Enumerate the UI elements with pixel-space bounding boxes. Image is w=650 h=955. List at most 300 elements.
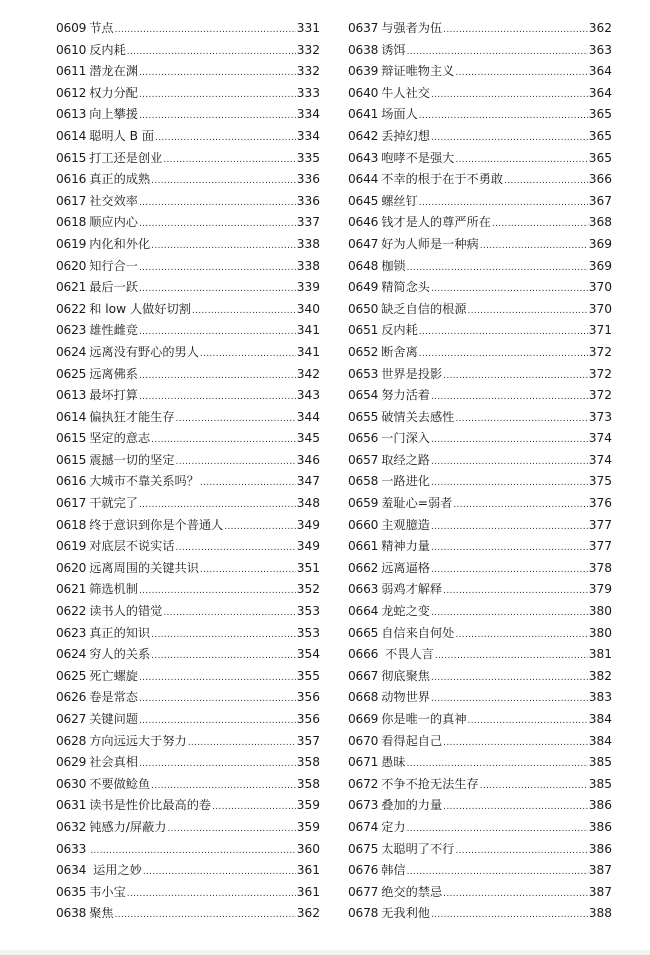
toc-entry-number: 0634: [56, 863, 87, 878]
toc-entry-title: 读书是性价比最高的卷: [89, 798, 212, 813]
toc-entry-page: 361: [296, 863, 320, 878]
toc-entry: [348, 407, 612, 429]
toc-dot-leader: [200, 471, 296, 495]
toc-entry-number: 0615: [56, 431, 87, 446]
toc-entry: [348, 385, 612, 407]
toc-entry: [56, 234, 320, 256]
toc-entry: [56, 169, 320, 191]
toc-entry-title: 彻底聚焦: [381, 668, 430, 683]
toc-entry-page: 338: [296, 236, 320, 251]
toc-dot-leader: [192, 299, 296, 323]
toc-entry: [56, 601, 320, 623]
toc-entry-page: 356: [296, 690, 320, 705]
toc-entry-page: 377: [588, 517, 612, 532]
toc-entry-title: 破情关去感性: [381, 409, 455, 424]
toc-entry-title: 取经之路: [381, 452, 430, 467]
toc-entry-title: 远离逼格: [381, 560, 430, 575]
toc-entry-number: 0644: [348, 172, 379, 187]
toc-dot-leader: [455, 407, 587, 431]
toc-entry-number: 0664: [348, 604, 379, 619]
toc-entry-title: 精简念头: [381, 280, 430, 295]
toc-entry-number: 0622: [56, 301, 87, 316]
toc-entry: [348, 212, 612, 234]
toc-entry-number: 0677: [348, 884, 379, 899]
toc-entry: [56, 774, 320, 796]
toc-entry: [348, 40, 612, 62]
toc-entry-number: 0676: [348, 863, 379, 878]
toc-entry: [348, 860, 612, 882]
toc-dot-leader: [431, 450, 588, 474]
toc-dot-leader: [435, 644, 588, 668]
toc-entry-page: 387: [588, 884, 612, 899]
toc-entry-title: 对底层不说实话: [89, 539, 175, 554]
toc-dot-leader: [443, 579, 588, 603]
toc-dot-leader: [455, 623, 587, 647]
toc-entry: [348, 191, 612, 213]
toc-entry-number: 0631: [56, 798, 87, 813]
toc-dot-leader: [139, 493, 296, 517]
toc-entry-page: 385: [588, 755, 612, 770]
toc-entry-number: 0616: [56, 172, 87, 187]
toc-entry-page: 376: [588, 496, 612, 511]
toc-dot-leader: [115, 18, 296, 42]
toc-entry-number: 0616: [56, 474, 87, 489]
toc-entry: [56, 104, 320, 126]
toc-dot-leader: [431, 428, 588, 452]
toc-dot-leader: [419, 191, 588, 215]
toc-entry-page: 356: [296, 712, 320, 726]
toc-entry-title: 权力分配: [89, 85, 138, 100]
toc-entry: [348, 277, 612, 299]
toc-entry: [56, 18, 320, 40]
toc-entry: [348, 299, 612, 321]
toc-entry-number: 0638: [348, 42, 379, 57]
toc-dot-leader: [127, 40, 296, 64]
toc-entry: [348, 126, 612, 148]
toc-entry-title: 知行合一: [89, 258, 138, 273]
toc-entry-page: 359: [296, 819, 320, 834]
toc-entry-title: 韦小宝: [89, 884, 126, 899]
toc-entry-page: 347: [296, 474, 320, 489]
toc-entry-number: 0621: [56, 582, 87, 597]
toc-entry-title: 丢掉幻想: [381, 128, 430, 143]
toc-entry-title: 反内耗: [381, 323, 418, 338]
toc-entry-number: 0670: [348, 733, 379, 748]
toc-dot-leader: [139, 212, 296, 236]
toc-dot-leader: [443, 18, 588, 42]
toc-entry-number: 0628: [56, 733, 87, 748]
toc-entry-title: 不要做鲶鱼: [89, 776, 151, 791]
toc-entry-number: 0614: [56, 128, 87, 143]
toc-dot-leader: [176, 450, 296, 474]
toc-dot-leader: [139, 61, 296, 85]
toc-entry-number: 0625: [56, 366, 87, 381]
toc-dot-leader: [155, 126, 296, 150]
toc-entry: [56, 536, 320, 558]
toc-entry-number: 0653: [348, 366, 379, 381]
toc-entry: [56, 687, 320, 709]
page-footer-band: [0, 950, 650, 955]
toc-entry: [348, 644, 612, 666]
toc-entry-number: 0640: [348, 85, 379, 100]
toc-entry-number: 0645: [348, 193, 379, 208]
toc-entry-number: 0613: [56, 107, 87, 122]
toc-entry: [348, 342, 612, 364]
toc-entry-page: 371: [588, 323, 612, 338]
toc-entry: [56, 320, 320, 342]
toc-entry-number: 0660: [348, 517, 379, 532]
toc-entry-number: 0624: [56, 647, 87, 662]
toc-entry-number: 0652: [348, 344, 379, 359]
toc-dot-leader: [443, 882, 588, 906]
toc-dot-leader: [163, 601, 295, 625]
toc-entry-number: 0635: [56, 884, 87, 899]
toc-dot-leader: [151, 234, 296, 258]
toc-entry-page: 364: [588, 64, 612, 79]
toc-entry-title: 辩证唯物主义: [381, 64, 455, 79]
toc-dot-leader: [431, 277, 588, 301]
toc-entry-number: 0615: [56, 452, 87, 467]
toc-entry-number: 0610: [56, 42, 87, 57]
toc-entry-title: 愚昧: [381, 755, 406, 770]
toc-dot-leader: [115, 903, 296, 927]
toc-dot-leader: [127, 882, 296, 906]
toc-dot-leader: [407, 256, 588, 280]
toc-entry: [348, 731, 612, 753]
toc-entry-title: 场面人: [381, 107, 418, 122]
toc-entry: [56, 752, 320, 774]
toc-entry-page: 337: [296, 215, 320, 230]
toc-entry-page: 386: [588, 819, 612, 834]
toc-entry: [348, 515, 612, 537]
toc-entry-page: 361: [296, 884, 320, 899]
toc-entry: [348, 558, 612, 580]
toc-entry-title: 动物世界: [381, 690, 430, 705]
toc-entry-page: 357: [296, 733, 320, 748]
toc-entry-number: 0618: [56, 517, 87, 532]
toc-entry-number: 0665: [348, 625, 379, 640]
toc-entry-page: 382: [588, 668, 612, 683]
toc-entry-title: 终于意识到你是个普通人: [89, 517, 224, 532]
toc-entry-number: 0673: [348, 798, 379, 813]
toc-dot-leader: [443, 364, 588, 388]
toc-entry-page: 370: [588, 301, 612, 316]
toc-entry-title: 世界是投影: [381, 366, 443, 381]
toc-dot-leader: [151, 644, 296, 668]
toc-entry-page: 388: [588, 906, 612, 921]
toc-entry-title: 努力活着: [381, 388, 430, 403]
toc-entry-page: 334: [296, 128, 320, 143]
toc-dot-leader: [504, 169, 588, 193]
toc-entry-number: 0658: [348, 474, 379, 489]
toc-entry-number: 0612: [56, 85, 87, 100]
toc-entry: [348, 687, 612, 709]
toc-entry: [348, 18, 612, 40]
toc-entry-number: 0638: [56, 906, 87, 921]
toc-entry-page: 372: [588, 388, 612, 403]
toc-dot-leader: [188, 731, 296, 755]
toc-entry-title: 社交效率: [89, 193, 138, 208]
toc-entry-number: 0663: [348, 582, 379, 597]
toc-entry-page: 368: [588, 215, 612, 230]
toc-dot-leader: [139, 191, 296, 215]
toc-entry: [56, 709, 320, 731]
toc-entry-page: 359: [296, 798, 320, 813]
toc-dot-leader: [139, 83, 296, 107]
toc-entry-number: 0657: [348, 452, 379, 467]
toc-entry-title: 钝感力/屏蔽力: [89, 819, 167, 834]
toc-entry-page: 365: [588, 150, 612, 165]
toc-entry-page: 375: [588, 474, 612, 489]
toc-entry: [56, 61, 320, 83]
toc-entry-title: 潜龙在渊: [89, 64, 138, 79]
toc-entry-number: 0675: [348, 841, 379, 856]
toc-dot-leader: [419, 342, 588, 366]
toc-entry-title: 韩信: [381, 863, 406, 878]
toc-entry-page: 336: [296, 193, 320, 208]
toc-entry-page: 386: [588, 841, 612, 856]
toc-dot-leader: [90, 839, 296, 863]
toc-entry-title: 干就完了: [89, 496, 138, 511]
toc-entry-title: 枷锁: [381, 258, 406, 273]
toc-entry: [56, 644, 320, 666]
toc-entry-number: 0624: [56, 344, 87, 359]
toc-entry: [56, 342, 320, 364]
toc-entry-title: 一门深入: [381, 431, 430, 446]
toc-entry-title: 缺乏自信的根源: [381, 301, 467, 316]
toc-entry: [56, 385, 320, 407]
toc-entry: [348, 882, 612, 904]
toc-entry: [348, 320, 612, 342]
toc-column-left: [56, 18, 320, 925]
toc-entry-number: 0662: [348, 560, 379, 575]
toc-dot-leader: [455, 61, 587, 85]
toc-dot-leader: [139, 687, 296, 711]
toc-entry-number: 0639: [348, 64, 379, 79]
toc-entry-number: 0626: [56, 690, 87, 705]
toc-entry-page: 349: [296, 539, 320, 554]
toc-entry-page: 338: [296, 258, 320, 273]
toc-entry-title: 运用之妙: [89, 863, 142, 878]
toc-entry-title: 反内耗: [89, 42, 126, 57]
toc-entry: [348, 493, 612, 515]
toc-entry-title: 龙蛇之变: [381, 604, 430, 619]
toc-entry: [56, 579, 320, 601]
toc-dot-leader: [176, 536, 296, 560]
toc-entry: [348, 61, 612, 83]
toc-dot-leader: [151, 428, 296, 452]
toc-entry-page: 384: [588, 733, 612, 748]
toc-entry: [56, 471, 320, 493]
toc-entry-number: 0674: [348, 819, 379, 834]
toc-dot-leader: [443, 795, 588, 819]
toc-entry: [348, 579, 612, 601]
toc-entry-page: 367: [588, 193, 612, 208]
toc-entry-page: 355: [296, 668, 320, 683]
toc-entry-number: 0647: [348, 236, 379, 251]
toc-dot-leader: [453, 493, 587, 517]
toc-entry: [348, 83, 612, 105]
toc-dot-leader: [431, 558, 588, 582]
toc-dot-leader: [480, 774, 588, 798]
toc-entry: [56, 428, 320, 450]
toc-entry: [56, 126, 320, 148]
toc-entry-title: 好为人师是一种病: [381, 236, 479, 251]
toc-entry: [56, 212, 320, 234]
toc-entry-number: 0615: [56, 150, 87, 165]
toc-entry: [56, 795, 320, 817]
toc-entry-title: 读书人的错觉: [89, 604, 163, 619]
toc-entry-page: 366: [588, 172, 612, 187]
toc-entry-page: 369: [588, 258, 612, 273]
toc-entry-number: 0625: [56, 668, 87, 683]
toc-entry: [56, 666, 320, 688]
toc-entry-page: 387: [588, 863, 612, 878]
toc-entry-page: 332: [296, 64, 320, 79]
toc-entry-number: 0619: [56, 236, 87, 251]
toc-entry-number: 0654: [348, 388, 379, 403]
toc-entry-title: 太聪明了不行: [381, 841, 455, 856]
toc-entry-page: 374: [588, 431, 612, 446]
toc-entry: [56, 839, 320, 861]
toc-entry: [348, 428, 612, 450]
toc-entry-title: 节点: [89, 21, 114, 35]
toc-entry-page: 344: [296, 409, 320, 424]
toc-entry-page: 351: [296, 560, 320, 575]
toc-dot-leader: [139, 385, 296, 409]
toc-entry: [56, 450, 320, 472]
toc-entry-page: 384: [588, 712, 612, 726]
toc-entry-page: 354: [296, 647, 320, 662]
toc-entry-number: 0622: [56, 604, 87, 619]
toc-dot-leader: [431, 903, 588, 927]
toc-entry-page: 372: [588, 366, 612, 381]
toc-entry: [348, 148, 612, 170]
toc-entry-title: 无我利他: [381, 906, 430, 921]
toc-entry-page: 353: [296, 604, 320, 619]
toc-entry-title: 绝交的禁忌: [381, 884, 443, 899]
toc-entry-title: 聚焦: [89, 906, 114, 921]
toc-dot-leader: [139, 277, 296, 301]
toc-dot-leader: [139, 709, 296, 733]
toc-entry-page: 369: [588, 236, 612, 251]
toc-entry-title: 聪明人 B 面: [89, 128, 155, 143]
toc-entry-number: 0643: [348, 150, 379, 165]
toc-entry-page: 346: [296, 452, 320, 467]
toc-entry-title: 弱鸡才解释: [381, 582, 443, 597]
toc-entry-page: 331: [296, 21, 320, 35]
toc-entry-number: 0618: [56, 215, 87, 230]
toc-entry-number: 0617: [56, 193, 87, 208]
toc-dot-leader: [407, 752, 588, 776]
toc-dot-leader: [431, 515, 588, 539]
toc-entry-title: 断舍离: [381, 344, 418, 359]
toc-entry: [56, 40, 320, 62]
toc-entry-page: 374: [588, 452, 612, 467]
toc-entry-title: 震撼一切的坚定: [89, 452, 175, 467]
toc-entry-page: 333: [296, 85, 320, 100]
toc-entry-page: 385: [588, 776, 612, 791]
toc-dot-leader: [443, 731, 588, 755]
toc-dot-leader: [419, 104, 588, 128]
toc-entry-title: 顺应内心: [89, 215, 138, 230]
toc-entry-number: 0621: [56, 280, 87, 295]
toc-entry-title: 自信来自何处: [381, 625, 455, 640]
toc-entry-title: 坚定的意志: [89, 431, 151, 446]
toc-dot-leader: [212, 795, 296, 819]
toc-entry-page: 358: [296, 755, 320, 770]
toc-dot-leader: [431, 666, 588, 690]
toc-entry-title: 雄性雌竞: [89, 323, 138, 338]
toc-entry-number: 0650: [348, 301, 379, 316]
toc-entry-title: 主观臆造: [381, 517, 430, 532]
toc-entry-page: 378: [588, 560, 612, 575]
toc-entry-number: 0651: [348, 323, 379, 338]
toc-entry: [348, 169, 612, 191]
toc-dot-leader: [431, 385, 588, 409]
toc-entry: [348, 471, 612, 493]
toc-dot-leader: [455, 839, 587, 863]
toc-entry-page: 381: [588, 647, 612, 662]
toc-entry: [56, 299, 320, 321]
toc-entry-page: 352: [296, 582, 320, 597]
toc-entry-number: 0659: [348, 496, 379, 511]
toc-entry-page: 349: [296, 517, 320, 532]
toc-dot-leader: [139, 364, 296, 388]
toc-dot-leader: [200, 342, 296, 366]
toc-entry: [348, 601, 612, 623]
toc-entry: [56, 903, 320, 925]
toc-entry-title: 螺丝钉: [381, 193, 418, 208]
toc-entry-page: 386: [588, 798, 612, 813]
toc-entry-title: 与强者为伍: [381, 21, 443, 35]
toc-entry: [348, 256, 612, 278]
toc-entry-title: 羞耻心=弱者: [381, 496, 453, 511]
toc-entry-number: 0632: [56, 819, 87, 834]
toc-entry: [348, 623, 612, 645]
toc-entry-title: 死亡螺旋: [89, 668, 138, 683]
toc-entry-title: 远离周围的关键共识: [89, 560, 199, 575]
toc-dot-leader: [431, 83, 588, 107]
toc-entry: [348, 450, 612, 472]
toc-entry-page: 377: [588, 539, 612, 554]
toc-dot-leader: [431, 687, 588, 711]
toc-entry-title: 和 low 人做好切割: [89, 301, 191, 316]
toc-entry-title: 一路进化: [381, 474, 430, 489]
toc-entry-title: 方向远远大于努力: [89, 733, 187, 748]
toc-entry-number: 0633: [56, 841, 87, 856]
toc-entry-number: 0617: [56, 496, 87, 511]
toc-entry-title: 远离佛系: [89, 366, 138, 381]
toc-entry-page: 334: [296, 107, 320, 122]
toc-entry: [348, 104, 612, 126]
toc-entry-page: 373: [588, 409, 612, 424]
toc-entry-number: 0629: [56, 755, 87, 770]
toc-entry-title: 不畏人言: [381, 647, 434, 662]
toc-dot-leader: [431, 471, 588, 495]
toc-dot-leader: [151, 169, 296, 193]
toc-entry-number: 0620: [56, 560, 87, 575]
toc-entry-page: 345: [296, 431, 320, 446]
toc-dot-leader: [143, 860, 296, 884]
toc-entry: [56, 731, 320, 753]
toc-entry: [348, 234, 612, 256]
toc-entry-number: 0641: [348, 107, 379, 122]
toc-entry-number: 0667: [348, 668, 379, 683]
toc-entry: [56, 364, 320, 386]
toc-dot-leader: [167, 817, 295, 841]
toc-entry-number: 0646: [348, 215, 379, 230]
